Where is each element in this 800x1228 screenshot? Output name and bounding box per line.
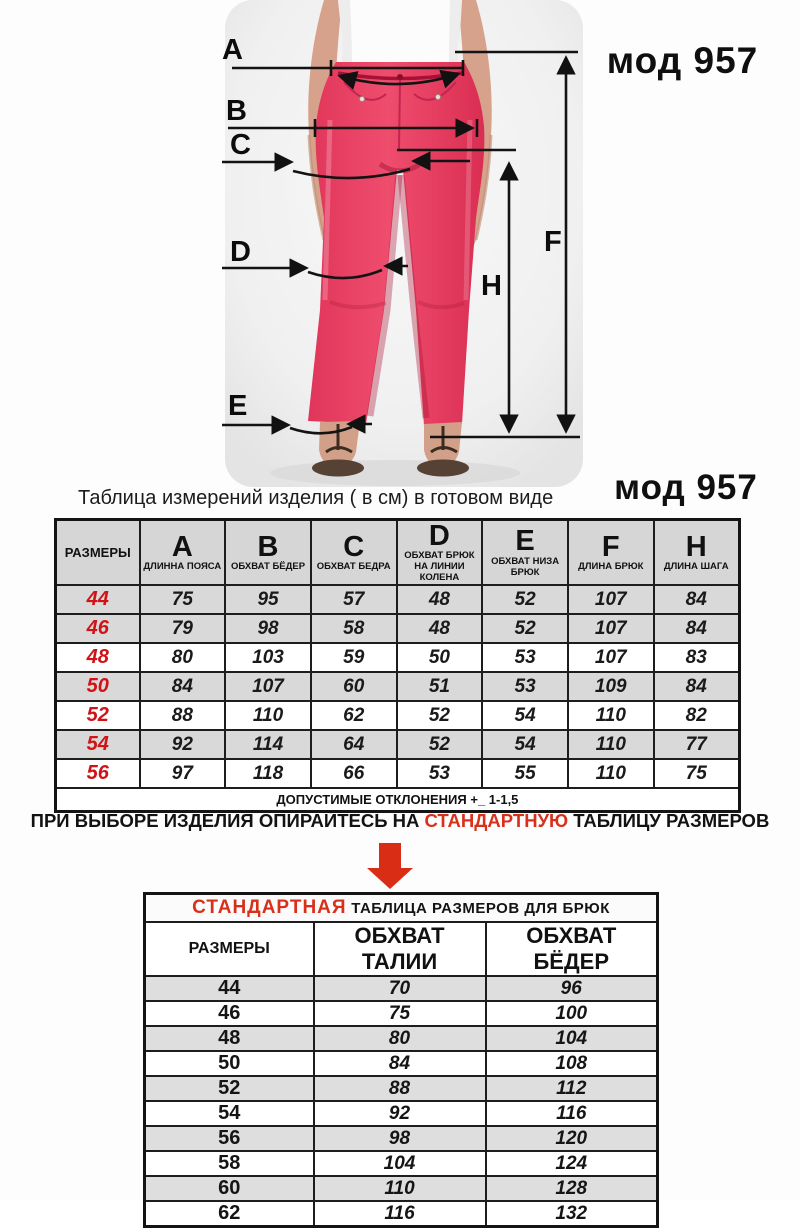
dim-label-f: F	[544, 226, 562, 258]
model-number-top: мод 957	[606, 40, 759, 81]
column-label: ДЛИНА БРЮК	[578, 561, 644, 573]
standard-size-table	[143, 892, 659, 1228]
dim-label-b: B	[226, 95, 247, 127]
measurement-column-header	[568, 520, 654, 586]
measurement-column-header	[311, 520, 397, 586]
measurement-row	[56, 585, 740, 614]
measurement-row	[56, 643, 740, 672]
measurement-value: 52	[397, 730, 483, 759]
standard-table-title	[145, 894, 658, 923]
std-size-value: 62	[145, 1201, 314, 1227]
measurement-value: 66	[311, 759, 397, 788]
dim-label-a: A	[222, 34, 243, 66]
standard-table-title-row	[145, 894, 658, 923]
measurement-value: 79	[140, 614, 226, 643]
measurement-column-header	[225, 520, 311, 586]
size-value: 44	[56, 585, 140, 614]
column-letter: A	[171, 530, 193, 563]
std-size-value: 50	[145, 1051, 314, 1076]
standard-title-highlight: СТАНДАРТНАЯ	[192, 897, 347, 918]
measurement-value: 52	[482, 614, 568, 643]
std-waist-value: 92	[314, 1101, 486, 1126]
measurement-value: 75	[140, 585, 226, 614]
measurement-value: 88	[140, 701, 226, 730]
size-value: 54	[56, 730, 140, 759]
standard-size-row	[145, 1026, 658, 1051]
measurement-value: 53	[397, 759, 483, 788]
standard-size-row	[145, 1076, 658, 1101]
column-label: ДЛИНА ШАГА	[663, 561, 729, 573]
std-hips-value: 108	[486, 1051, 658, 1076]
std-sizes-header: РАЗМЕРЫ	[145, 922, 314, 976]
standard-size-row	[145, 976, 658, 1001]
measurements-table-header	[56, 520, 740, 586]
tolerance-note: ДОПУСТИМЫЕ ОТКЛОНЕНИЯ +_ 1-1,5	[56, 788, 740, 812]
std-hips-value: 124	[486, 1151, 658, 1176]
measurement-value: 114	[225, 730, 311, 759]
std-waist-value: 116	[314, 1201, 486, 1227]
model-torso	[338, 0, 462, 64]
standard-size-row	[145, 1126, 658, 1151]
column-letter: H	[685, 530, 707, 563]
std-waist-value: 75	[314, 1001, 486, 1026]
std-hips-value: 96	[486, 976, 658, 1001]
measurement-value: 58	[311, 614, 397, 643]
notice-text	[0, 810, 800, 832]
measurement-row	[56, 614, 740, 643]
std-hips-value: 112	[486, 1076, 658, 1101]
standard-size-row	[145, 1151, 658, 1176]
column-label: ОБХВАТ БЁДЕР	[230, 561, 306, 573]
std-size-value: 46	[145, 1001, 314, 1026]
std-size-value: 48	[145, 1026, 314, 1051]
column-letter: F	[601, 530, 620, 563]
measurement-value: 110	[568, 701, 654, 730]
column-label: ОБХВАТ БРЮК НА ЛИНИИ КОЛЕНА	[404, 550, 475, 584]
size-value: 50	[56, 672, 140, 701]
measurement-value: 98	[225, 614, 311, 643]
column-label: ДЛИННА ПОЯСА	[143, 561, 222, 573]
measurement-value: 59	[311, 643, 397, 672]
sizes-column-header: РАЗМЕРЫ	[56, 520, 140, 586]
measurement-value: 48	[397, 585, 483, 614]
measurement-row	[56, 759, 740, 788]
measurement-row	[56, 730, 740, 759]
std-waist-value: 98	[314, 1126, 486, 1151]
size-value: 52	[56, 701, 140, 730]
column-letter: B	[257, 530, 279, 563]
measurement-value: 54	[482, 701, 568, 730]
measurement-value: 92	[140, 730, 226, 759]
standard-size-row	[145, 1051, 658, 1076]
down-arrow-icon	[367, 843, 413, 889]
std-hips-header: ОБХВАТ БЁДЕР	[486, 922, 658, 976]
measurement-value: 97	[140, 759, 226, 788]
measurement-value: 109	[568, 672, 654, 701]
measurement-value: 54	[482, 730, 568, 759]
dim-label-e: E	[228, 390, 248, 422]
tolerance-row	[56, 788, 740, 812]
measurement-value: 107	[568, 585, 654, 614]
dim-label-d: D	[230, 236, 251, 268]
column-letter: D	[428, 520, 450, 552]
measurement-value: 82	[654, 701, 740, 730]
section1-title: Таблица измерений изделия ( в см) в готовом виде	[78, 487, 554, 509]
measurement-value: 53	[482, 672, 568, 701]
std-hips-value: 132	[486, 1201, 658, 1227]
std-hips-value: 128	[486, 1176, 658, 1201]
measurement-value: 110	[568, 759, 654, 788]
standard-title-rest: ТАБЛИЦА РАЗМЕРОВ ДЛЯ БРЮК	[346, 900, 610, 917]
notice-suffix: ТАБЛИЦУ РАЗМЕРОВ	[568, 810, 770, 831]
size-value: 46	[56, 614, 140, 643]
size-value: 56	[56, 759, 140, 788]
std-size-value: 44	[145, 976, 314, 1001]
measurement-value: 52	[397, 701, 483, 730]
measurement-value: 62	[311, 701, 397, 730]
measurement-value: 84	[654, 672, 740, 701]
measurement-value: 118	[225, 759, 311, 788]
measurement-value: 84	[654, 585, 740, 614]
notice-prefix: ПРИ ВЫБОРЕ ИЗДЕЛИЯ ОПИРАЙТЕСЬ НА	[30, 810, 425, 831]
measurement-value: 77	[654, 730, 740, 759]
measurement-column-header	[397, 520, 483, 586]
standard-size-row	[145, 1001, 658, 1026]
standard-size-row	[145, 1176, 658, 1201]
std-waist-value: 70	[314, 976, 486, 1001]
measurement-value: 60	[311, 672, 397, 701]
measurement-value: 95	[225, 585, 311, 614]
measurement-value: 103	[225, 643, 311, 672]
size-value: 48	[56, 643, 140, 672]
std-waist-value: 80	[314, 1026, 486, 1051]
measurement-value: 107	[568, 643, 654, 672]
dim-label-c: C	[230, 129, 251, 161]
measurement-value: 64	[311, 730, 397, 759]
std-waist-value: 104	[314, 1151, 486, 1176]
std-waist-value: 88	[314, 1076, 486, 1101]
std-waist-value: 84	[314, 1051, 486, 1076]
measurement-value: 84	[654, 614, 740, 643]
measurement-row	[56, 701, 740, 730]
measurement-column-header	[140, 520, 226, 586]
standard-table-header	[145, 922, 658, 976]
std-size-value: 58	[145, 1151, 314, 1176]
std-hips-value: 116	[486, 1101, 658, 1126]
measurement-value: 110	[568, 730, 654, 759]
measurement-value: 107	[568, 614, 654, 643]
std-size-value: 60	[145, 1176, 314, 1201]
column-letter: E	[515, 525, 535, 558]
standard-size-row	[145, 1201, 658, 1227]
measurement-value: 83	[654, 643, 740, 672]
measurement-value: 110	[225, 701, 311, 730]
std-waist-value: 110	[314, 1176, 486, 1201]
standard-size-row	[145, 1101, 658, 1126]
notice-highlight: СТАНДАРТНУЮ	[424, 810, 569, 831]
std-hips-value: 100	[486, 1001, 658, 1026]
column-label: ОБХВАТ НИЗА БРЮК	[491, 555, 560, 578]
measurement-value: 57	[311, 585, 397, 614]
column-letter: C	[343, 530, 365, 563]
measurement-value: 75	[654, 759, 740, 788]
std-hips-value: 104	[486, 1026, 658, 1051]
measurement-value: 48	[397, 614, 483, 643]
measurement-column-header	[482, 520, 568, 586]
std-size-value: 52	[145, 1076, 314, 1101]
model-number-table: мод 957	[614, 468, 758, 507]
measurement-value: 107	[225, 672, 311, 701]
measurement-value: 53	[482, 643, 568, 672]
measurement-value: 80	[140, 643, 226, 672]
measurement-value: 52	[482, 585, 568, 614]
std-size-value: 54	[145, 1101, 314, 1126]
measurements-table	[54, 518, 741, 813]
measurement-value: 55	[482, 759, 568, 788]
measurement-diagram	[0, 0, 800, 490]
std-waist-header: ОБХВАТ ТАЛИИ	[314, 922, 486, 976]
measurement-row	[56, 672, 740, 701]
column-label: ОБХВАТ БЕДРА	[316, 561, 391, 573]
measurement-value: 84	[140, 672, 226, 701]
measurement-column-header	[654, 520, 740, 586]
measurement-value: 51	[397, 672, 483, 701]
std-size-value: 56	[145, 1126, 314, 1151]
measurement-value: 50	[397, 643, 483, 672]
dim-label-h: H	[481, 270, 502, 302]
std-hips-value: 120	[486, 1126, 658, 1151]
